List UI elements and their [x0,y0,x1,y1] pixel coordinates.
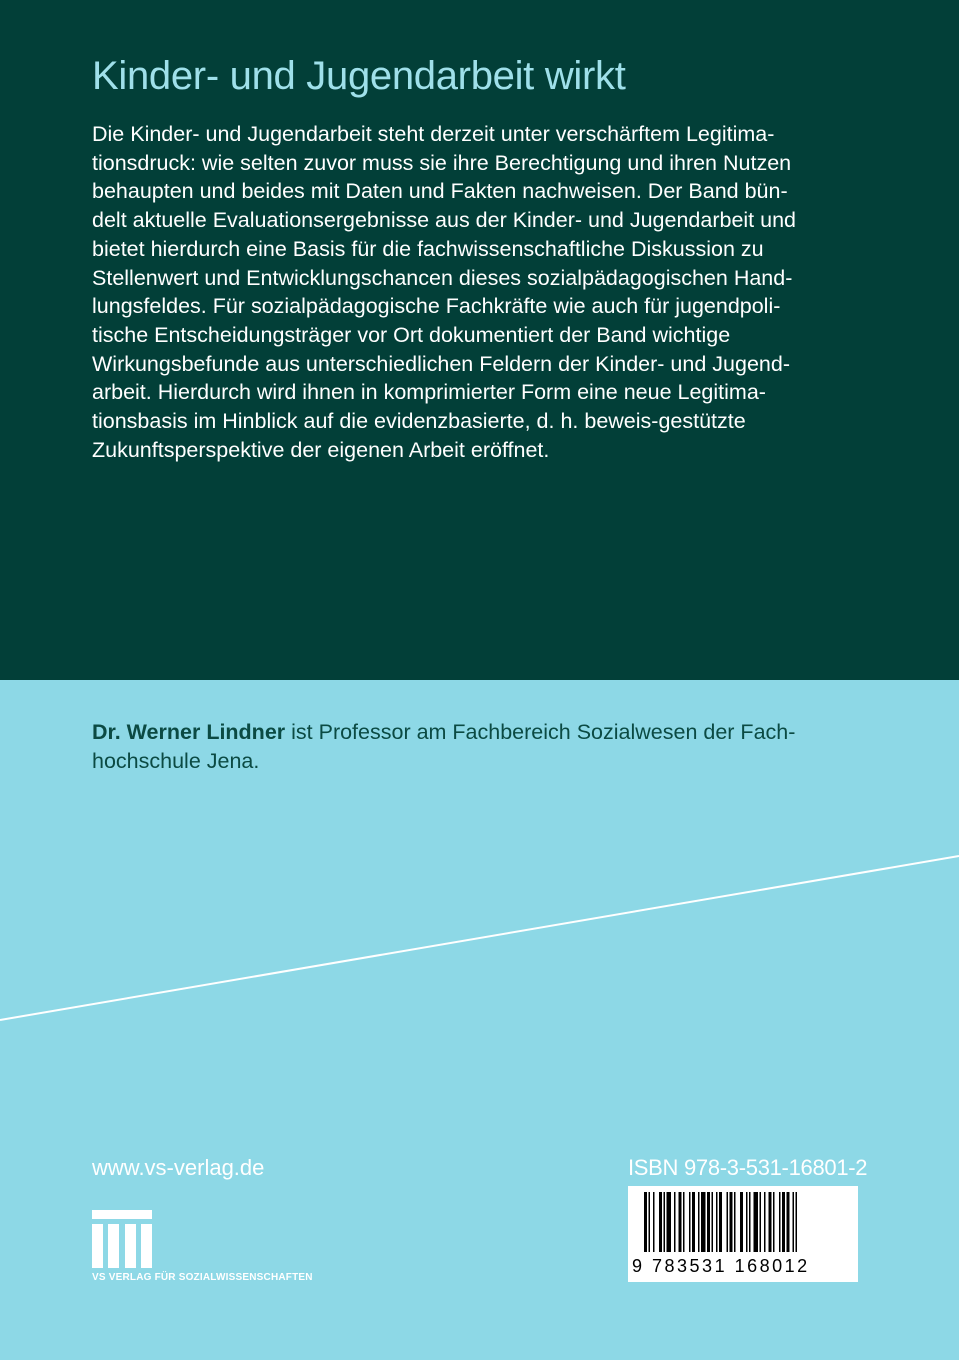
barcode-bar [692,1192,695,1252]
barcode-bar [769,1192,772,1252]
blurb-line: Die Kinder- und Jugendarbeit steht derzeit unter verschärftem Legitima- [92,122,775,146]
barcode [628,1186,858,1282]
blurb-line: arbeit. Hierdurch wird ihnen in komprimierter Form eine neue Legitima- [92,380,766,405]
isbn-text: ISBN 978-3-531-16801-2 [628,1155,868,1180]
barcode-digits: 9 783531 168012 [632,1256,810,1276]
blurb-line: tionsdruck: wie selten zuvor muss sie ihre Berechtigung und ihren Nutzen [92,150,792,175]
barcode-bar [674,1192,676,1252]
blurb-line: Stellenwert und Entwicklungschancen dieses sozialpädagogischen Hand- [92,265,793,290]
blurb-line: delt aktuelle Evaluationsergebnisse aus der Kinder- und Jugendarbeit und [92,208,796,233]
publisher-url[interactable]: www.vs-verlag.de [92,1155,265,1180]
barcode-bar [707,1192,710,1252]
barcode-bar [734,1192,736,1252]
barcode-bar [793,1192,795,1252]
publisher-name: VS VERLAG FÜR SOZIALWISSENSCHAFTEN [92,1272,313,1283]
barcode-bar [727,1192,729,1252]
barcode-bar [701,1192,706,1252]
barcode-bar [749,1192,751,1252]
barcode-bar [754,1192,759,1252]
barcode-bar [787,1192,790,1252]
barcode-bar [730,1192,733,1252]
barcode-bar [644,1192,647,1252]
barcode-bar [698,1192,700,1252]
barcode-bar [664,1192,666,1252]
barcode-bar [667,1192,672,1252]
barcode-bar [764,1192,766,1252]
barcode-bar [689,1192,691,1252]
vs-verlag-logo [92,1210,154,1268]
barcode-bars [628,1186,858,1256]
book-title: Kinder- und Jugendarbeit wirkt [92,54,626,98]
barcode-bar [773,1192,775,1252]
blurb-line: bietet hierdurch eine Basis für die fachwissenschaftliche Diskussion zu [92,236,764,261]
barcode-bar [746,1192,748,1252]
barcode-bar [760,1192,762,1252]
barcode-bar [740,1192,743,1252]
blurb-line: behaupten und beides mit Daten und Fakten nachweisen. Der Band bün- [92,179,788,204]
barcode-bar [716,1192,718,1252]
barcode-bar [683,1192,685,1252]
blurb-line: Zukunftsperspektive der eigenen Arbeit eröffnet. [92,437,550,462]
barcode-bar [796,1192,798,1252]
diagonal-stroke [0,856,959,1020]
barcode-bar [779,1192,781,1252]
author-name: Dr. Werner Lindner [92,720,286,744]
barcode-bar [782,1192,785,1252]
blurb-line: tische Entscheidungsträger vor Ort dokumentiert der Band wichtige [92,322,731,347]
barcode-bar [719,1192,722,1252]
barcode-bar [659,1192,662,1252]
blurb-line: Wirkungsbefunde aus unterschiedlichen Feldern der Kinder- und Jugend- [92,351,790,376]
barcode-bar [653,1192,655,1252]
author-bio-rest: ist Professor am Fachbereich Sozialwesen der Fach- [285,720,796,744]
barcode-bar [712,1192,714,1252]
barcode-bar [679,1192,682,1252]
barcode-bar [649,1192,651,1252]
blurb-line: tionsbasis im Hinblick auf die evidenzbasierte, d. h. beweis-gestützte [92,409,746,434]
blurb-line: lungsfeldes. Für sozialpädagogische Fachkräfte wie auch für jugendpoli- [92,294,781,319]
author-bio-line: hochschule Jena. [92,749,260,773]
